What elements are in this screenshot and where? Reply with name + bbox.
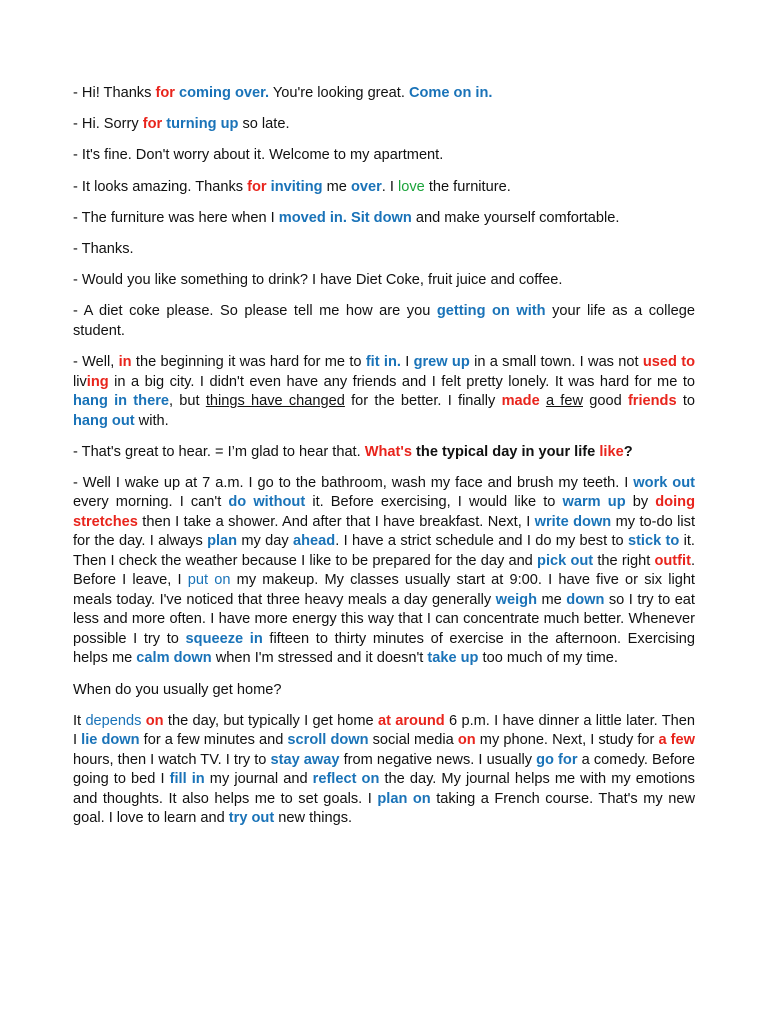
highlight-preposition: ing xyxy=(86,373,109,390)
dialogue-line-4 xyxy=(73,178,695,198)
text-segment: - Well, xyxy=(73,354,119,370)
text-segment: - Would you like something to drink? I have Diet Coke, fruit juice and coffee. xyxy=(73,272,563,289)
bold-phrase: ? xyxy=(623,443,633,460)
highlight-phrasal-verb: depends xyxy=(85,712,142,729)
underlined-phrase: things have changed xyxy=(205,393,345,409)
text-segment: a comedy. Before going to bed I xyxy=(73,751,695,788)
highlight-preposition: for xyxy=(142,116,163,133)
dialogue-line-10 xyxy=(73,443,695,463)
highlight-preposition: a few xyxy=(658,732,696,749)
highlight-phrasal-verb: squeeze in xyxy=(185,630,263,647)
highlight-preposition: outfit xyxy=(654,552,691,569)
highlight-phrasal-verb: Sit down xyxy=(350,209,412,226)
dialogue-line-6 xyxy=(73,240,695,260)
text-segment: the day, but typically I get home xyxy=(163,712,378,729)
highlight-phrasal-verb: fill in xyxy=(169,771,205,788)
dialogue-line-13 xyxy=(73,712,695,829)
underlined-phrase: a few xyxy=(545,393,583,409)
text-segment: when I'm stressed and it doesn't xyxy=(211,650,428,667)
highlight-preposition: for xyxy=(155,85,175,101)
text-segment: - It looks amazing. Thanks xyxy=(73,178,248,195)
text-segment: the furniture. xyxy=(424,178,511,195)
text-segment: for a few minutes and xyxy=(139,732,288,749)
text-segment: You're looking great. xyxy=(269,85,409,101)
dialogue-line-3 xyxy=(73,146,695,166)
highlight-preposition: on xyxy=(145,712,164,729)
text-segment: - A diet coke please. So please tell me how are you xyxy=(73,303,437,320)
highlight-phrasal-verb: take up xyxy=(427,650,479,667)
text-segment: - The furniture was here when I xyxy=(73,209,279,226)
highlight-phrasal-verb: stick to xyxy=(627,533,680,550)
highlight-phrasal-verb: reflect on xyxy=(312,771,380,788)
highlight-preposition: doing stretches xyxy=(73,494,695,530)
text-segment: it. Before exercising, I would like to xyxy=(305,494,563,511)
highlight-phrasal-verb: stay away xyxy=(270,751,340,768)
highlight-phrasal-verb: hang in there xyxy=(73,393,169,409)
highlight-phrasal-verb: warm up xyxy=(562,494,626,511)
text-segment: When do you usually get home? xyxy=(73,681,282,698)
text-segment: hours, then I watch TV. I try to xyxy=(73,751,271,768)
text-segment: the right xyxy=(593,552,655,569)
dialogue-document xyxy=(73,84,695,840)
highlight-phrasal-verb: do without xyxy=(228,494,306,511)
text-segment: and make yourself comfortable. xyxy=(411,209,620,226)
highlight-verb: love xyxy=(397,178,425,195)
bold-phrase: the typical day in your life xyxy=(416,443,596,460)
highlight-phrasal-verb: weigh xyxy=(495,591,538,608)
text-segment: me xyxy=(322,178,351,195)
text-segment: me xyxy=(537,591,567,608)
highlight-phrasal-verb: work out xyxy=(633,474,695,491)
text-segment: taking a French course. That's my new goal. I love to learn and xyxy=(73,790,695,827)
text-segment: - Thanks. xyxy=(73,240,134,257)
dialogue-line-2 xyxy=(73,115,695,135)
highlight-phrasal-verb: pick out xyxy=(537,552,594,569)
highlight-phrasal-verb: fit in. xyxy=(365,354,401,370)
text-segment: - Hi! Thanks xyxy=(73,85,156,101)
highlight-phrasal-verb: calm down xyxy=(136,650,212,667)
highlight-preposition: like xyxy=(599,443,624,460)
text-segment: to xyxy=(676,393,696,409)
dialogue-line-12 xyxy=(73,681,695,701)
text-segment: then I take a shower. And after that I have breakfast. Next, I xyxy=(137,513,535,530)
dialogue-line-8 xyxy=(73,302,695,341)
dialogue-line-11 xyxy=(73,474,695,669)
highlight-preposition: for xyxy=(247,178,267,195)
highlight-phrasal-verb: grew up xyxy=(413,354,470,370)
highlight-phrasal-verb: over xyxy=(350,178,382,195)
text-segment: it. Then I check the weather because I like to be prepared for the day and xyxy=(73,533,695,569)
text-segment: every morning. I can't xyxy=(73,494,229,511)
text-segment: It xyxy=(73,712,86,729)
text-segment: . I have a strict schedule and I do my best to xyxy=(335,533,628,550)
text-segment: in a small town. I was not xyxy=(469,354,643,370)
highlight-phrasal-verb: lie down xyxy=(81,732,140,749)
text-segment: my journal and xyxy=(204,771,313,788)
text-segment: I xyxy=(400,354,414,370)
highlight-phrasal-verb: coming over. xyxy=(179,85,270,101)
highlight-phrasal-verb: down xyxy=(566,591,605,608)
highlight-phrasal-verb: inviting xyxy=(270,178,323,195)
text-segment: with. xyxy=(134,412,169,429)
text-segment: the beginning it was hard for me to xyxy=(131,354,366,370)
highlight-phrasal-verb: moved in. xyxy=(278,209,347,226)
highlight-preposition: at around xyxy=(377,712,445,729)
highlight-preposition: made xyxy=(501,393,540,409)
text-segment: liv xyxy=(73,373,87,390)
text-segment: my to-do list for the day. I always xyxy=(73,513,696,550)
text-segment: new things. xyxy=(274,810,353,827)
text-segment: - Well I wake up at 7 a.m. I go to the bathroom, wash my face and brush my teeth. I xyxy=(73,474,634,491)
text-segment: in a big city. I didn't even have any friends and I felt pretty lonely. It was hard for me to xyxy=(108,373,695,390)
highlight-phrasal-verb: turning up xyxy=(166,116,239,133)
text-segment: so I try to eat less and more often. I have more energy this way that I can concentrate much better. Whenever possible I try to xyxy=(73,591,695,647)
text-segment: . Before I leave, I xyxy=(73,552,695,589)
text-segment: . I xyxy=(381,178,398,195)
highlight-phrasal-verb: put on xyxy=(187,572,231,589)
highlight-preposition: friends xyxy=(627,393,677,409)
text-segment: your life as a college student. xyxy=(73,303,695,339)
text-segment: my day xyxy=(237,533,294,550)
dialogue-line-9 xyxy=(73,353,695,431)
highlight-preposition: used to xyxy=(642,354,696,370)
dialogue-line-5 xyxy=(73,209,695,229)
highlight-phrasal-verb: plan on xyxy=(377,790,431,807)
dialogue-line-7 xyxy=(73,271,695,291)
highlight-phrasal-verb: Come on in. xyxy=(408,85,493,101)
text-segment: the day. My journal helps me with my emotions and thoughts. It also helps me to set goals. I xyxy=(73,771,695,807)
highlight-phrasal-verb: hang out xyxy=(73,412,135,429)
text-segment: social media xyxy=(368,732,458,749)
highlight-preposition: in xyxy=(118,354,132,370)
highlight-preposition: What's xyxy=(364,443,412,460)
highlight-phrasal-verb: ahead xyxy=(293,533,336,550)
text-segment: from negative news. I usually xyxy=(339,751,537,768)
highlight-phrasal-verb: write down xyxy=(534,513,612,530)
text-segment: good xyxy=(583,393,628,409)
text-segment: - Hi. Sorry xyxy=(73,116,143,133)
text-segment: my makeup. My classes usually start at 9:00. I have five or six light meals today. I've noticed that three heavy meals a day generally xyxy=(73,572,695,608)
text-segment: , but xyxy=(169,393,206,409)
highlight-phrasal-verb: getting on with xyxy=(436,303,546,320)
text-segment: - That's great to hear. = I’m glad to hear that. xyxy=(73,443,365,460)
text-segment: by xyxy=(625,494,656,511)
highlight-phrasal-verb: plan xyxy=(207,533,238,550)
text-segment: so late. xyxy=(238,116,290,133)
highlight-preposition: on xyxy=(457,732,476,749)
text-segment: 6 p.m. I have dinner a little later. Then I xyxy=(73,712,696,749)
text-segment: fifteen to thirty minutes of exercise in the afternoon. Exercising helps me xyxy=(73,630,695,667)
highlight-phrasal-verb: scroll down xyxy=(287,732,369,749)
highlight-phrasal-verb: try out xyxy=(228,810,275,827)
dialogue-line-1 xyxy=(73,84,695,104)
highlight-phrasal-verb: go for xyxy=(536,751,578,768)
text-segment: - It's fine. Don't worry about it. Welcome to my apartment. xyxy=(73,147,444,164)
text-segment: for the better. I finally xyxy=(344,393,502,409)
text-segment: too much of my time. xyxy=(478,650,618,667)
text-segment: my phone. Next, I study for xyxy=(475,732,659,749)
